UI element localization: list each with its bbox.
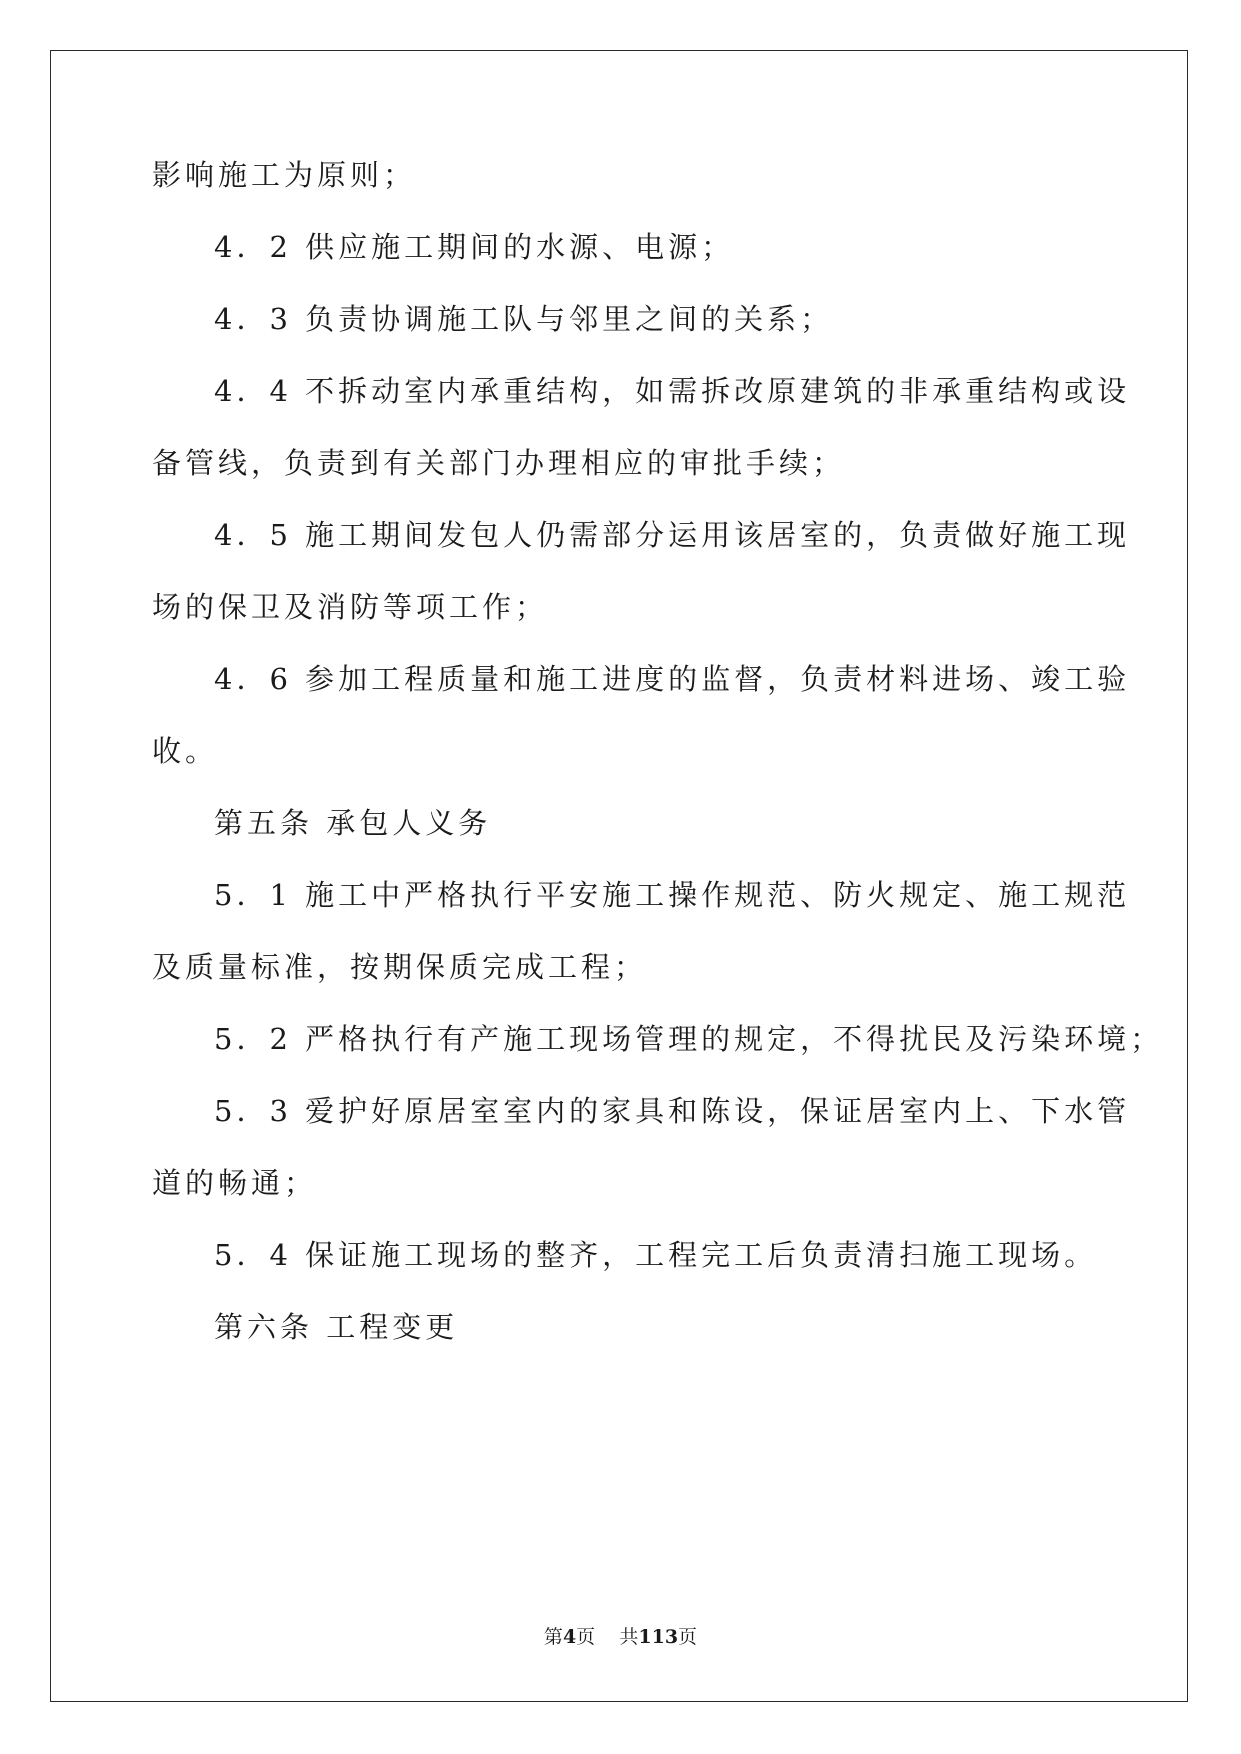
clause-4-2: 4．2 供应施工期间的水源、电源； [214, 230, 735, 264]
paragraph-line: 备管线，负责到有关部门办理相应的审批手续； [152, 446, 846, 480]
total-pages: 113 [638, 1626, 679, 1648]
paragraph-line: 场的保卫及消防等项工作； [152, 590, 549, 624]
article-6-heading: 第六条 工程变更 [214, 1310, 459, 1344]
paragraph-line: 及质量标准，按期保质完成工程； [152, 950, 648, 984]
clause-4-6: 4．6 参加工程质量和施工进度的监督，负责材料进场、竣工验 [214, 662, 1131, 696]
clause-5-4: 5．4 保证施工现场的整齐，工程完工后负责清扫施工现场。 [214, 1238, 1098, 1272]
page-prefix: 第 [543, 1626, 563, 1648]
clause-5-2: 5．2 严格执行有产施工现场管理的规定，不得扰民及污染环境； [214, 1022, 1164, 1056]
clause-4-3: 4．3 负责协调施工队与邻里之间的关系； [214, 302, 834, 336]
clause-4-4: 4．4 不拆动室内承重结构，如需拆改原建筑的非承重结构或设 [214, 374, 1131, 408]
paragraph-line: 影响施工为原则； [152, 158, 417, 192]
paragraph-line: 道的畅通； [152, 1166, 318, 1200]
clause-5-3: 5．3 爱护好原居室室内的家具和陈设，保证居室内上、下水管 [214, 1094, 1131, 1128]
page-number: 4 [562, 1626, 577, 1648]
clause-4-5: 4．5 施工期间发包人仍需部分运用该居室的，负责做好施工现 [214, 518, 1131, 552]
total-prefix: 共 [619, 1626, 639, 1648]
total-suffix: 页 [678, 1626, 698, 1648]
article-5-heading: 第五条 承包人义务 [214, 806, 492, 840]
paragraph-line: 收。 [152, 734, 219, 768]
page-footer [0, 1625, 1241, 1649]
clause-5-1: 5．1 施工中严格执行平安施工操作规范、防火规定、施工规范 [214, 878, 1131, 912]
page-suffix: 页 [576, 1626, 596, 1648]
